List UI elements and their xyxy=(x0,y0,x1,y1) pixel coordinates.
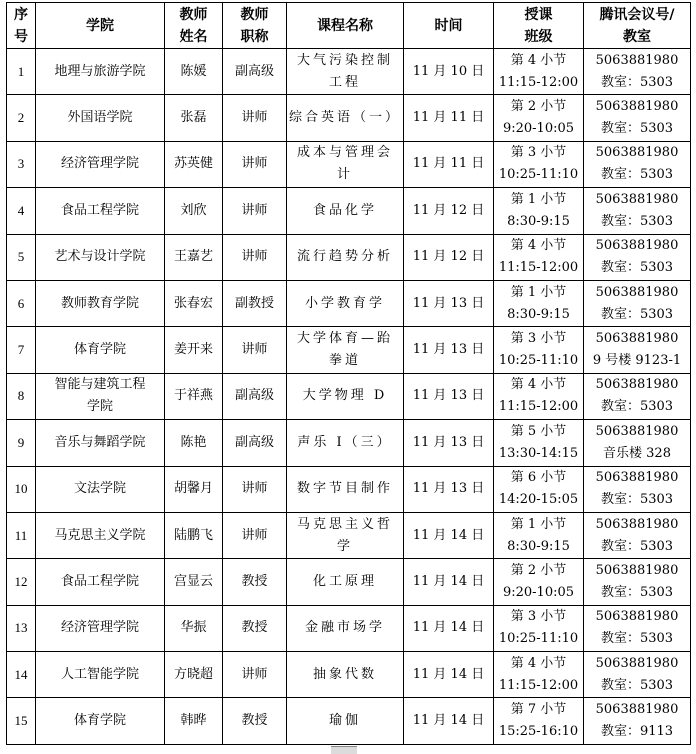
header-period: 授课 班级 xyxy=(494,3,584,49)
cell-meeting-line: 教室：5303 xyxy=(600,260,674,276)
cell-teacher: 王嘉艺 xyxy=(165,234,223,280)
cell-period-line: 8:30-9:15 xyxy=(507,213,570,229)
cell-meeting-line: 教室：5303 xyxy=(600,584,674,600)
cell-course-line: 数字节目制作 xyxy=(296,481,393,497)
cell-course-line: 声乐 I（三） xyxy=(297,434,393,450)
cell-period-line: 第 3 小节 xyxy=(510,609,567,625)
cell-period-line: 第 1 小节 xyxy=(510,191,567,207)
cell-teacher: 姜开来 xyxy=(165,327,223,373)
cell-meeting-line: 5063881980 xyxy=(595,284,679,300)
cell-title: 讲师 xyxy=(223,652,287,698)
cell-teacher: 张春宏 xyxy=(165,280,223,326)
cell-title: 副教授 xyxy=(223,280,287,326)
cell-period-line: 8:30-9:15 xyxy=(507,538,570,554)
cell-meeting-line: 教室：5303 xyxy=(600,631,674,647)
cell-teacher: 陆鹏飞 xyxy=(165,512,223,558)
cell-course xyxy=(287,605,404,651)
table-row xyxy=(7,466,691,512)
cell-period-line: 10:25-11:10 xyxy=(498,167,579,183)
cell-period-line: 第 4 小节 xyxy=(510,377,567,393)
cell-no: 8 xyxy=(7,373,36,419)
cell-college: 音乐与舞蹈学院 xyxy=(36,420,165,466)
table-row xyxy=(7,95,691,141)
cell-course xyxy=(287,234,404,280)
table-row xyxy=(7,327,691,373)
header-teacher: 教师 姓名 xyxy=(165,3,223,49)
cell-course-line: 马克思主义哲 xyxy=(296,516,393,532)
cell-course-line: 工程 xyxy=(328,74,361,90)
cell-course-line: 成本与管理会 xyxy=(296,145,393,161)
cell-date: 11 月 13 日 xyxy=(404,420,494,466)
cell-meeting xyxy=(584,512,691,558)
cell-period xyxy=(494,373,584,419)
table-row xyxy=(7,559,691,605)
schedule-table xyxy=(6,2,691,745)
cell-meeting xyxy=(584,559,691,605)
cell-teacher: 陈艳 xyxy=(165,420,223,466)
cell-title: 讲师 xyxy=(223,327,287,373)
cell-meeting-line: 5063881980 xyxy=(595,562,679,578)
cell-no: 7 xyxy=(7,327,36,373)
cell-meeting-line: 教室：9113 xyxy=(600,724,674,740)
cell-course xyxy=(287,559,404,605)
cell-no: 5 xyxy=(7,234,36,280)
cell-meeting xyxy=(584,420,691,466)
cell-date: 11 月 13 日 xyxy=(404,466,494,512)
cell-meeting xyxy=(584,327,691,373)
cell-college: 人工智能学院 xyxy=(36,652,165,698)
cell-course xyxy=(287,512,404,558)
cell-date: 11 月 14 日 xyxy=(404,512,494,558)
cell-meeting-line: 5063881980 xyxy=(595,52,679,68)
cell-no: 12 xyxy=(7,559,36,605)
cell-date: 11 月 14 日 xyxy=(404,698,494,744)
cell-period-line: 9:20-10:05 xyxy=(502,584,575,600)
cell-date: 11 月 11 日 xyxy=(404,141,494,187)
cell-course xyxy=(287,652,404,698)
cell-meeting xyxy=(584,95,691,141)
table-row xyxy=(7,141,691,187)
cell-period-line: 第 4 小节 xyxy=(510,655,567,671)
cell-teacher: 胡馨月 xyxy=(165,466,223,512)
cell-period-line: 第 2 小节 xyxy=(510,99,567,115)
header-time: 时间 xyxy=(404,3,494,49)
cell-no: 1 xyxy=(7,49,36,95)
cell-period xyxy=(494,95,584,141)
cell-period-line: 第 1 小节 xyxy=(510,284,567,300)
cell-teacher: 苏英健 xyxy=(165,141,223,187)
cell-course-line: 瑜伽 xyxy=(328,713,361,729)
cell-period xyxy=(494,188,584,234)
cell-course xyxy=(287,280,404,326)
header-no: 序 号 xyxy=(7,3,36,49)
cell-course xyxy=(287,420,404,466)
cell-no: 13 xyxy=(7,605,36,651)
cell-meeting-line: 5063881980 xyxy=(595,423,679,439)
cell-no: 10 xyxy=(7,466,36,512)
cell-meeting-line: 教室：5303 xyxy=(600,492,674,508)
cell-title: 教授 xyxy=(223,559,287,605)
cell-period-line: 11:15-12:00 xyxy=(498,74,579,90)
cell-teacher: 宫显云 xyxy=(165,559,223,605)
cell-course-line: 拳道 xyxy=(328,353,361,369)
cell-meeting xyxy=(584,234,691,280)
cell-period xyxy=(494,605,584,651)
cell-date: 11 月 10 日 xyxy=(404,49,494,95)
header-meeting: 腾讯会议号/ 教室 xyxy=(584,3,691,49)
cell-period-line: 14:20-15:05 xyxy=(498,492,579,508)
table-row xyxy=(7,373,691,419)
cell-meeting-line: 5063881980 xyxy=(595,655,679,671)
cell-course xyxy=(287,466,404,512)
cell-no: 9 xyxy=(7,420,36,466)
cell-date: 11 月 11 日 xyxy=(404,95,494,141)
cell-period-line: 15:25-16:10 xyxy=(498,724,579,740)
cell-period-line: 第 3 小节 xyxy=(510,331,567,347)
cell-title: 讲师 xyxy=(223,512,287,558)
cell-course xyxy=(287,141,404,187)
cell-period-line: 第 6 小节 xyxy=(510,470,567,486)
cell-title: 副高级 xyxy=(223,49,287,95)
cell-period-line: 第 4 小节 xyxy=(510,238,567,254)
cell-college: 马克思主义学院 xyxy=(36,512,165,558)
cell-meeting xyxy=(584,652,691,698)
cell-college: 文法学院 xyxy=(36,466,165,512)
cell-date: 11 月 13 日 xyxy=(404,373,494,419)
cell-no: 6 xyxy=(7,280,36,326)
cell-no: 4 xyxy=(7,188,36,234)
cell-period-line: 11:15-12:00 xyxy=(498,677,579,693)
cell-meeting-line: 教室：5303 xyxy=(600,538,674,554)
cell-period-line: 第 7 小节 xyxy=(510,702,567,718)
cell-meeting-line: 教室：5303 xyxy=(600,677,674,693)
cell-period xyxy=(494,49,584,95)
cell-meeting-line: 5063881980 xyxy=(595,470,679,486)
cell-meeting xyxy=(584,466,691,512)
cell-date: 11 月 14 日 xyxy=(404,559,494,605)
cell-meeting-line: 音乐楼 328 xyxy=(603,445,671,461)
cell-teacher: 刘欣 xyxy=(165,188,223,234)
cell-no: 15 xyxy=(7,698,36,744)
cell-meeting-line: 教室：5303 xyxy=(600,167,674,183)
cell-college: 经济管理学院 xyxy=(36,605,165,651)
cell-meeting xyxy=(584,280,691,326)
table-row xyxy=(7,280,691,326)
cell-title: 讲师 xyxy=(223,95,287,141)
cell-meeting-line: 5063881980 xyxy=(595,145,679,161)
cell-meeting xyxy=(584,373,691,419)
cell-college: 外国语学院 xyxy=(36,95,165,141)
cell-meeting xyxy=(584,49,691,95)
cell-no: 11 xyxy=(7,512,36,558)
cell-period xyxy=(494,512,584,558)
header-college: 学院 xyxy=(36,3,165,49)
cell-college: 食品工程学院 xyxy=(36,559,165,605)
cell-course-line: 金融市场学 xyxy=(304,620,385,636)
cell-period xyxy=(494,141,584,187)
cell-teacher: 张磊 xyxy=(165,95,223,141)
cell-title: 讲师 xyxy=(223,234,287,280)
cell-title: 副高级 xyxy=(223,373,287,419)
cell-meeting-line: 5063881980 xyxy=(595,238,679,254)
cell-college-line: 智能与建筑工程 xyxy=(54,377,146,393)
cell-meeting-line: 教室：5303 xyxy=(600,74,674,90)
cell-date: 11 月 13 日 xyxy=(404,280,494,326)
cell-title: 讲师 xyxy=(223,188,287,234)
table-row xyxy=(7,420,691,466)
header-row xyxy=(7,3,691,49)
cell-course-line: 大学体育—跆 xyxy=(296,331,393,347)
cell-meeting-line: 教室：5303 xyxy=(600,213,674,229)
cell-course xyxy=(287,188,404,234)
cell-period xyxy=(494,652,584,698)
cell-college: 艺术与设计学院 xyxy=(36,234,165,280)
cell-title: 副高级 xyxy=(223,420,287,466)
table-row xyxy=(7,512,691,558)
cell-meeting-line: 教室：5303 xyxy=(600,399,674,415)
cell-course xyxy=(287,95,404,141)
cell-college: 教师教育学院 xyxy=(36,280,165,326)
cell-course-line: 食品化学 xyxy=(312,202,377,218)
cell-no: 2 xyxy=(7,95,36,141)
cell-meeting-line: 5063881980 xyxy=(595,377,679,393)
cell-teacher: 韩晔 xyxy=(165,698,223,744)
cell-course xyxy=(287,327,404,373)
table-row xyxy=(7,234,691,280)
cell-course-line: 大气污染控制 xyxy=(296,52,393,68)
cell-period-line: 13:30-14:15 xyxy=(498,445,579,461)
cell-meeting-line: 5063881980 xyxy=(595,516,679,532)
cell-college xyxy=(36,373,165,419)
cell-title: 讲师 xyxy=(223,466,287,512)
cell-teacher: 方晓超 xyxy=(165,652,223,698)
cell-period xyxy=(494,280,584,326)
cell-period xyxy=(494,559,584,605)
cell-course xyxy=(287,49,404,95)
cell-course-line: 抽象代数 xyxy=(312,666,377,682)
cell-meeting-line: 5063881980 xyxy=(595,609,679,625)
cell-college: 食品工程学院 xyxy=(36,188,165,234)
cell-meeting-line: 5063881980 xyxy=(595,331,679,347)
header-course: 课程名称 xyxy=(287,3,404,49)
cell-period-line: 10:25-11:10 xyxy=(498,353,579,369)
cell-title: 教授 xyxy=(223,605,287,651)
table-row xyxy=(7,49,691,95)
cell-title: 讲师 xyxy=(223,141,287,187)
table-row xyxy=(7,605,691,651)
cell-period-line: 第 5 小节 xyxy=(510,423,567,439)
cell-course-line: 大学物理 D xyxy=(302,388,388,404)
cell-period-line: 第 2 小节 xyxy=(510,562,567,578)
cell-meeting-line: 5063881980 xyxy=(595,191,679,207)
cell-meeting-line: 9 号楼 9123-1 xyxy=(592,353,682,369)
table-row xyxy=(7,652,691,698)
cell-college: 体育学院 xyxy=(36,327,165,373)
cell-date: 11 月 14 日 xyxy=(404,605,494,651)
cell-meeting-line: 教室：5303 xyxy=(600,121,674,137)
cell-course-line: 学 xyxy=(336,538,353,554)
cell-meeting-line: 5063881980 xyxy=(595,99,679,115)
cell-course xyxy=(287,698,404,744)
header-title: 教师 职称 xyxy=(223,3,287,49)
cell-period-line: 10:25-11:10 xyxy=(498,631,579,647)
cell-period xyxy=(494,234,584,280)
cell-course xyxy=(287,373,404,419)
cell-period-line: 第 1 小节 xyxy=(510,516,567,532)
cell-college: 体育学院 xyxy=(36,698,165,744)
cell-meeting xyxy=(584,605,691,651)
cell-teacher: 于祥燕 xyxy=(165,373,223,419)
cell-date: 11 月 12 日 xyxy=(404,188,494,234)
cell-period-line: 8:30-9:15 xyxy=(507,306,570,322)
cell-period xyxy=(494,466,584,512)
cell-meeting xyxy=(584,188,691,234)
cell-period-line: 11:15-12:00 xyxy=(498,399,579,415)
cell-course-line: 计 xyxy=(336,167,353,183)
cell-period xyxy=(494,327,584,373)
cell-no: 3 xyxy=(7,141,36,187)
cell-no: 14 xyxy=(7,652,36,698)
cell-meeting xyxy=(584,141,691,187)
cell-period-line: 第 4 小节 xyxy=(510,52,567,68)
cell-college: 经济管理学院 xyxy=(36,141,165,187)
cell-period xyxy=(494,420,584,466)
cell-period-line: 9:20-10:05 xyxy=(502,121,575,137)
cell-course-line: 综合英语（一） xyxy=(288,110,401,126)
cell-period xyxy=(494,698,584,744)
cell-title: 教授 xyxy=(223,698,287,744)
table-row xyxy=(7,698,691,744)
table-body xyxy=(7,49,691,745)
cell-period-line: 第 3 小节 xyxy=(510,145,567,161)
cell-college: 地理与旅游学院 xyxy=(36,49,165,95)
cell-date: 11 月 14 日 xyxy=(404,652,494,698)
cell-course-line: 流行趋势分析 xyxy=(296,249,393,265)
table-row xyxy=(7,188,691,234)
cell-course-line: 小学教育学 xyxy=(304,295,385,311)
cell-date: 11 月 13 日 xyxy=(404,327,494,373)
cell-college-line: 学院 xyxy=(86,399,113,415)
cell-meeting-line: 5063881980 xyxy=(595,702,679,718)
cell-teacher: 陈媛 xyxy=(165,49,223,95)
cell-period-line: 11:15-12:00 xyxy=(498,260,579,276)
cell-course-line: 化工原理 xyxy=(312,573,377,589)
cell-meeting xyxy=(584,698,691,744)
cell-meeting-line: 教室：5303 xyxy=(600,306,674,322)
cell-date: 11 月 12 日 xyxy=(404,234,494,280)
cell-teacher: 华振 xyxy=(165,605,223,651)
